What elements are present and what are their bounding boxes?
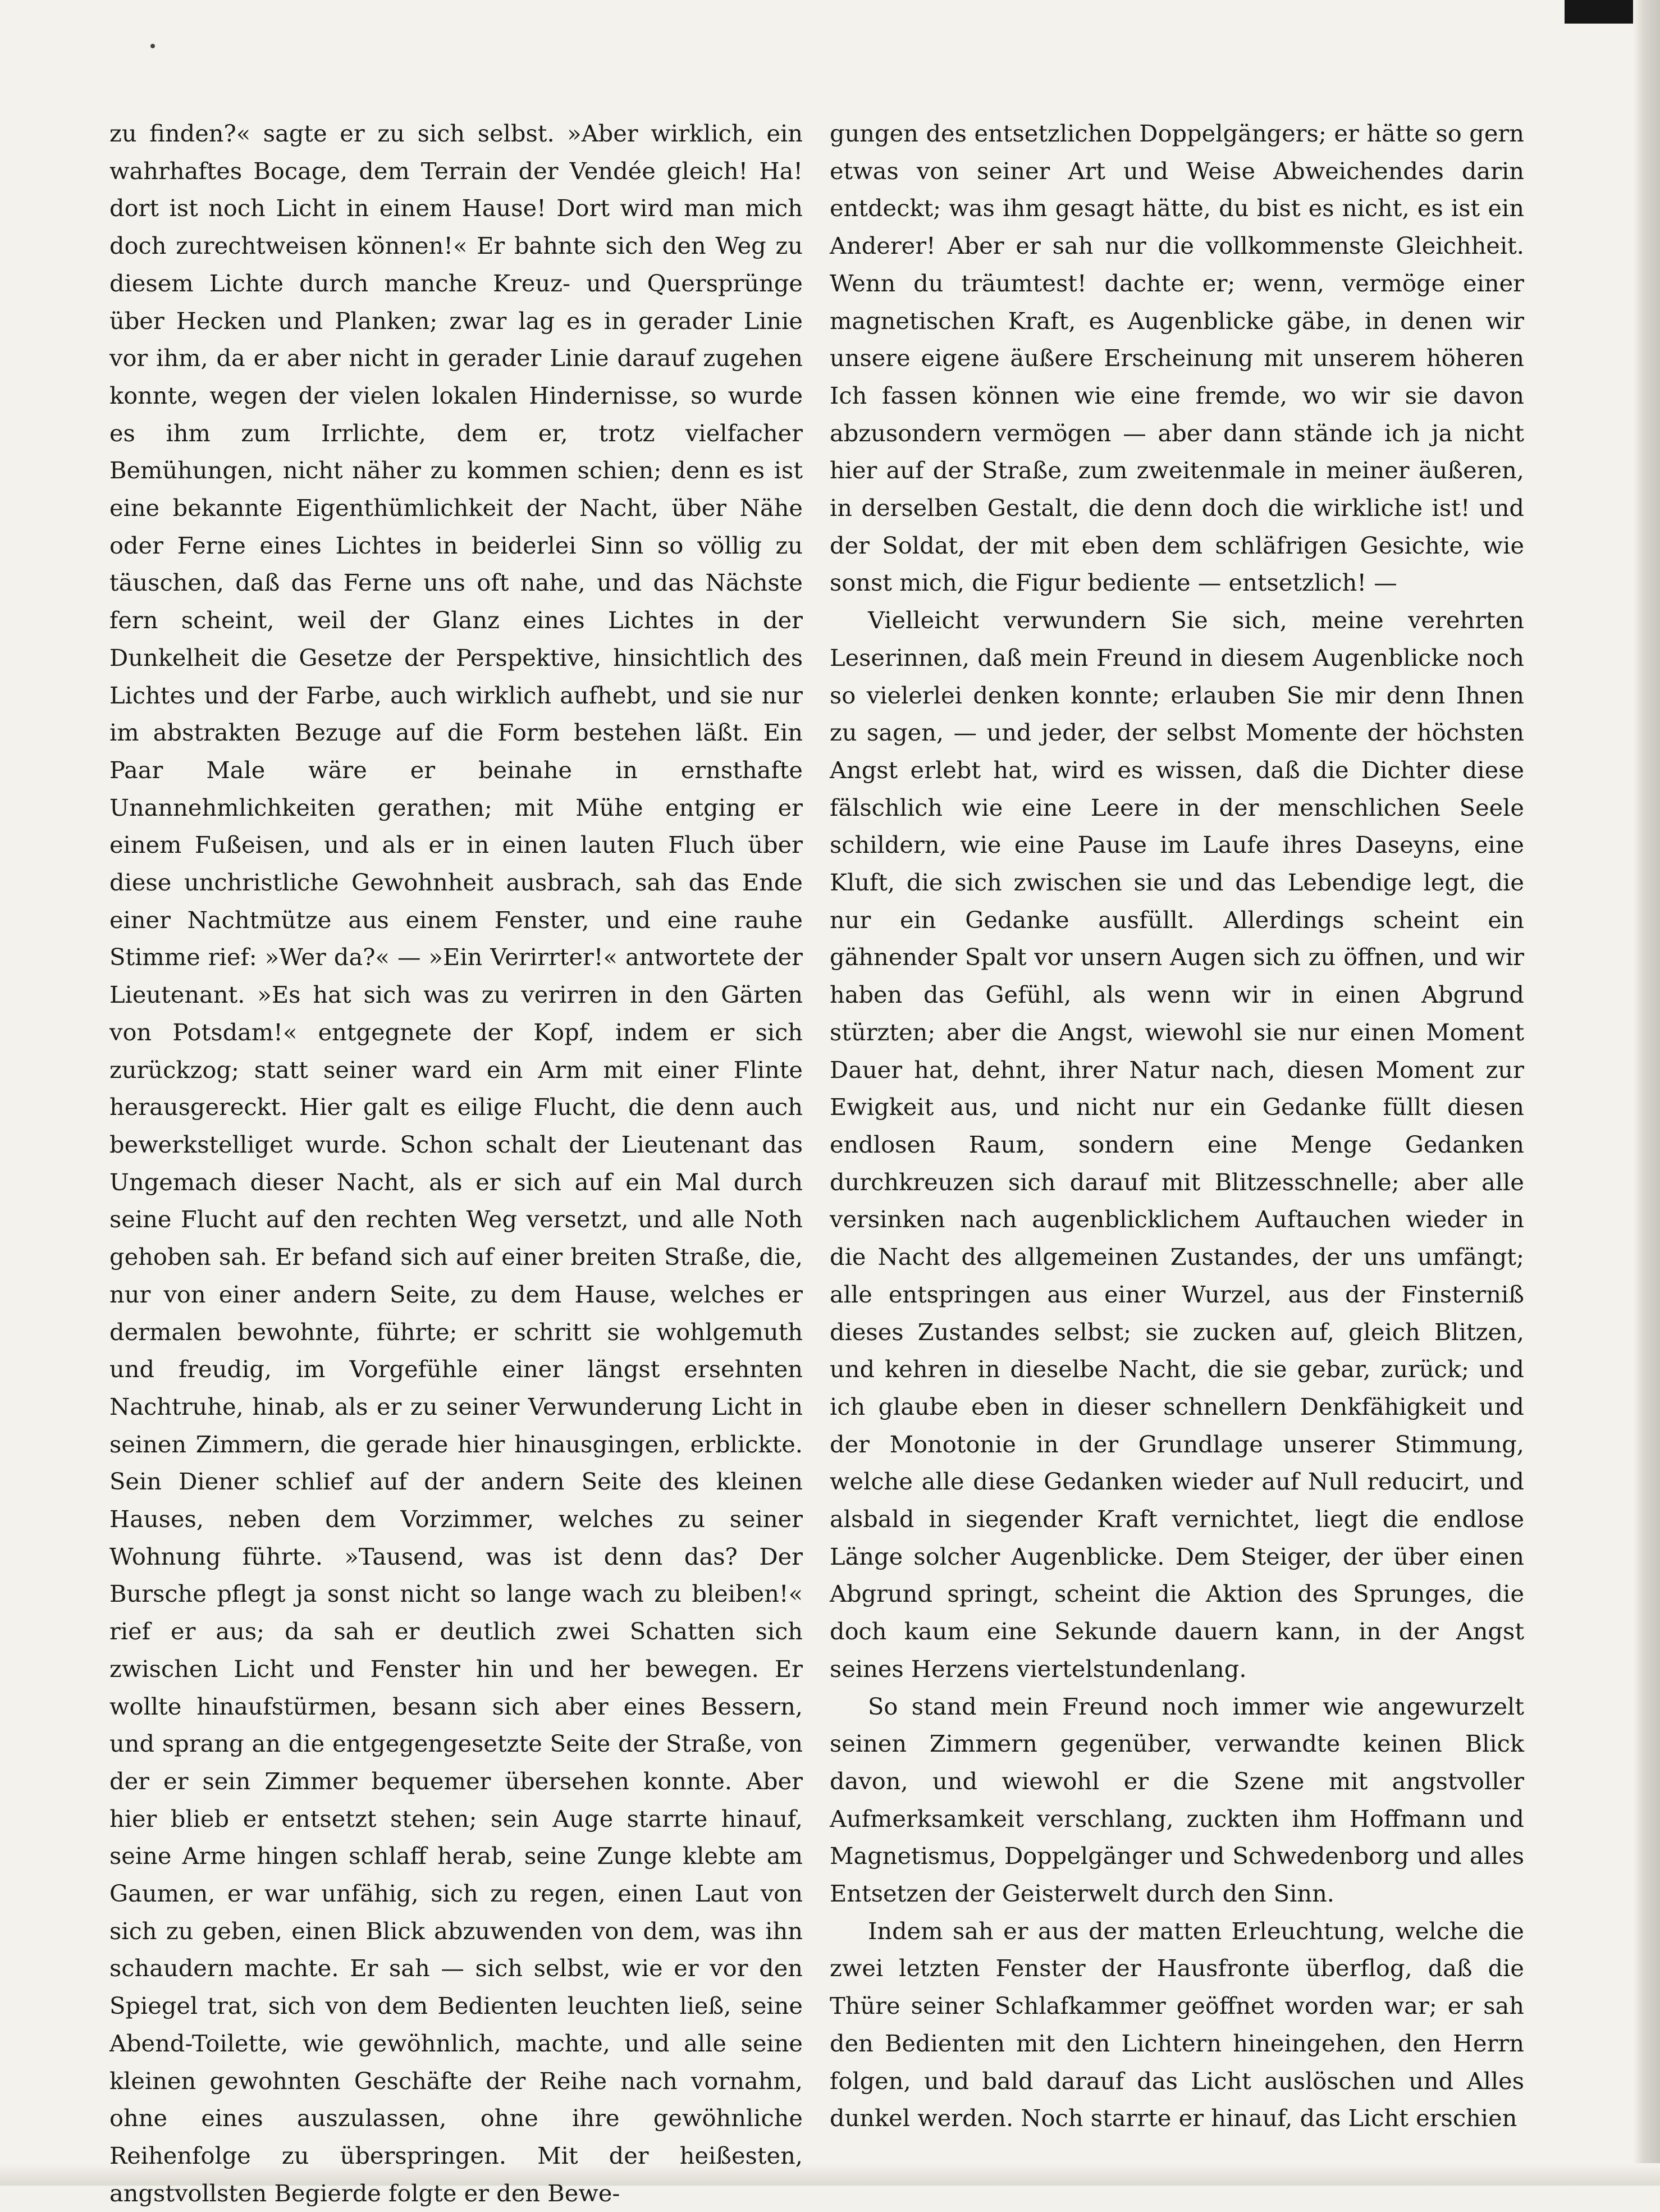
right-column bbox=[830, 115, 1524, 2137]
right-paragraph-1: gungen des entsetzlichen Doppelgängers; er hätte so gern etwas von seiner Art und Weise Abweichendes darin entdeckt; was ihm gesagt hätte, du bist es nicht, es ist ein Anderer! Aber er sah nur die vollkommenste Gleichheit. Wenn du träumtest! dachte er; wenn, vermöge einer magnetischen Kraft, es Augenblicke gäbe, in denen wir unsere eigene äußere Erscheinung mit unserem höheren Ich fassen können wie eine fremde, wo wir sie davon abzusondern vermögen — aber dann stände ich ja nicht hier auf der Straße, zum zweitenmale in meiner äußeren, in derselben Gestalt, die denn doch die wirkliche ist! und der Soldat, der mit eben dem schläfrigen Gesichte, wie sonst mich, die Figur bediente — entsetzlich! — bbox=[830, 120, 1524, 597]
right-paragraph-4: Indem sah er aus der matten Erleuchtung, welche die zwei letzten Fenster der Hausfronte überflog, daß die Thüre seiner Schlafkammer geöffnet worden war; er sah den Bedienten mit den Lichtern hineingehen, den Herrn folgen, und bald darauf das Licht auslöschen und Alles dunkel werden. Noch starrte er hinauf, das Licht erschien bbox=[830, 1917, 1524, 2132]
scan-edge-right bbox=[1633, 0, 1660, 2186]
left-paragraph-1: zu finden?« sagte er zu sich selbst. »Aber wirklich, ein wahrhaftes Bocage, dem Terrain der Vendée gleich! Ha! dort ist noch Licht in einem Hause! Dort wird man mich doch zurechtweisen können!« Er bahnte sich den Weg zu diesem Lichte durch manche Kreuz- und Quersprünge über Hecken und Planken; zwar lag es in gerader Linie vor ihm, da er aber nicht in gerader Linie darauf zugehen konnte, wegen der vielen lokalen Hindernisse, so wurde es ihm zum Irrlichte, dem er, trotz vielfacher Bemühungen, nicht näher zu kommen schien; denn es ist eine bekannte Eigenthümlichkeit der Nacht, über Nähe oder Ferne eines Lichtes in beiderlei Sinn so völlig zu täuschen, daß das Ferne uns oft nahe, und das Nächste fern scheint, weil der Glanz eines Lichtes in der Dunkelheit die Gesetze der Perspektive, hinsichtlich des Lichtes und der Farbe, auch wirklich aufhebt, und sie nur im abstrakten Bezuge auf die Form bestehen läßt. Ein Paar Male wäre er beinahe in ernsthafte Unannehmlichkeiten gerathen; mit Mühe entging er einem Fußeisen, und als er in einen lauten Fluch über diese unchristliche Gewohnheit ausbrach, sah das Ende einer Nachtmütze aus einem Fenster, und eine rauhe Stimme rief: »Wer da?« — »Ein Verirrter!« antwortete der Lieutenant. »Es hat sich was zu verirren in den Gärten von Potsdam!« entgegnete der Kopf, indem er sich zurückzog; statt seiner ward ein Arm mit einer Flinte herausgereckt. Hier galt es eilige Flucht, die denn auch bewerkstelliget wurde. Schon schalt der Lieutenant das Ungemach dieser Nacht, als er sich auf ein Mal durch seine Flucht auf den rechten Weg versetzt, und alle Noth gehoben sah. Er befand sich auf einer breiten Straße, die, nur von einer andern Seite, zu dem Hause, welches er dermalen bewohnte, führte; er schritt sie wohlgemuth und freudig, im Vorgefühle einer längst ersehnten Nachtruhe, hinab, als er zu seiner Verwunderung Licht in seinen Zimmern, die gerade hier hinausgingen, erblickte. Sein Diener schlief auf der andern Seite des kleinen Hauses, neben dem Vorzimmer, welches zu seiner Wohnung führte. »Tausend, was ist denn das? Der Bursche pflegt ja sonst nicht so lange wach zu bleiben!« rief er aus; da sah er deutlich zwei Schatten sich zwischen Licht und Fenster hin und her bewegen. Er wollte hinaufstürmen, besann sich aber eines Bessern, und sprang an die entgegengesetzte Seite der Straße, von der er sein Zimmer bequemer übersehen konnte. Aber hier blieb er entsetzt stehen; sein Auge starrte hinauf, seine Arme hingen schlaff herab, seine Zunge klebte am Gaumen, er war unfähig, sich zu regen, einen Laut von sich zu geben, einen Blick abzuwenden von dem, was ihn schaudern machte. Er sah — sich selbst, wie er vor den Spiegel trat, sich von dem Bedienten leuchten ließ, seine Abend-Toilette, wie gewöhnlich, machte, und alle seine kleinen gewohnten Geschäfte der Reihe nach vornahm, ohne eines auszulassen, ohne ihre gewöhnliche Reihenfolge zu überspringen. Mit der heißesten, angstvollsten Begierde folgte er den Bewe- bbox=[109, 120, 803, 2207]
ink-speck bbox=[150, 44, 155, 48]
right-paragraph-3: So stand mein Freund noch immer wie angewurzelt seinen Zimmern gegenüber, verwandte keinen Blick davon, und wiewohl er die Szene mit angstvoller Aufmerksamkeit verschlang, zuckten ihm Hoffmann und Magnetismus, Doppelgänger und Schwedenborg und alles Entsetzen der Geisterwelt durch den Sinn. bbox=[830, 1692, 1524, 1908]
left-column bbox=[109, 115, 803, 2212]
right-paragraph-2: Vielleicht verwundern Sie sich, meine verehrten Leserinnen, daß mein Freund in diesem Augenblicke noch so vielerlei denken konnte; erlauben Sie mir denn Ihnen zu sagen, — und jeder, der selbst Momente der höchsten Angst erlebt hat, wird es wissen, daß die Dichter diese fälschlich wie eine Leere in der menschlichen Seele schildern, wie eine Pause im Laufe ihres Daseyns, eine Kluft, die sich zwischen sie und das Lebendige legt, die nur ein Gedanke ausfüllt. Allerdings scheint ein gähnender Spalt vor unsern Augen sich zu öffnen, und wir haben das Gefühl, als wenn wir in einen Abgrund stürzten; aber die Angst, wiewohl sie nur einen Moment Dauer hat, dehnt, ihrer Natur nach, diesen Moment zur Ewigkeit aus, und nicht nur ein Gedanke füllt diesen endlosen Raum, sondern eine Menge Gedanken durchkreuzen sich darauf mit Blitzesschnelle; aber alle versinken nach augenblicklichem Auftauchen wieder in die Nacht des allgemeinen Zustandes, der uns umfängt; alle entspringen aus einer Wurzel, aus der Finsterniß dieses Zustandes selbst; sie zucken auf, gleich Blitzen, und kehren in dieselbe Nacht, die sie gebar, zurück; und ich glaube eben in dieser schnellern Denkfähigkeit und der Monotonie in der Grundlage unserer Stimmung, welche alle diese Gedanken wieder auf Null reducirt, und alsbald in siegender Kraft vernichtet, liegt die endlose Länge solcher Augenblicke. Dem Steiger, der über einen Abgrund springt, scheint die Aktion des Sprunges, die doch kaum eine Sekunde dauern kann, in der Angst seines Herzens viertelstundenlang. bbox=[830, 606, 1524, 1683]
